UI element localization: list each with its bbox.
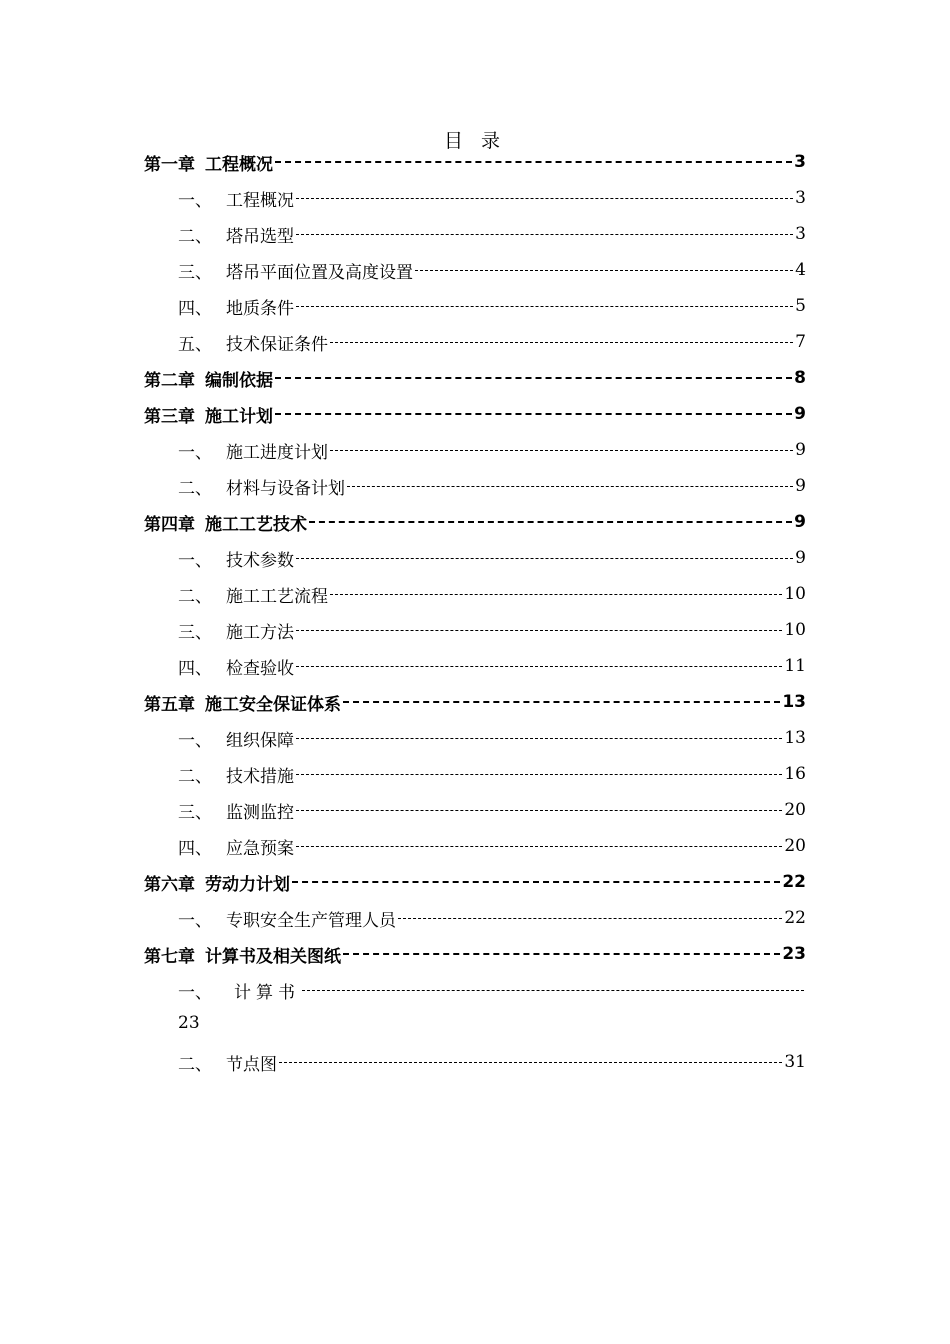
dot-leader xyxy=(296,738,782,739)
page-number: 4 xyxy=(795,260,806,280)
entry-label: 塔吊平面位置及高度设置 xyxy=(226,262,413,283)
entry-label: 监测监控 xyxy=(226,802,294,823)
chapter-number: 第一章 xyxy=(144,154,195,175)
page-number: 16 xyxy=(784,764,806,784)
entry-label: 应急预案 xyxy=(226,838,294,859)
entry-label: 施工进度计划 xyxy=(226,442,328,463)
toc-section-entry[interactable] xyxy=(178,544,806,572)
entry-label: 计算书及相关图纸 xyxy=(205,946,341,967)
dot-leader xyxy=(296,810,782,811)
dot-leader xyxy=(415,270,793,271)
entry-label: 工程概况 xyxy=(205,154,273,175)
dot-leader xyxy=(309,521,792,523)
page-number: 10 xyxy=(784,584,806,604)
toc-section-entry[interactable] xyxy=(178,832,806,860)
section-number: 三、 xyxy=(178,802,212,823)
entry-label: 专职安全生产管理人员 xyxy=(226,910,396,931)
dot-leader xyxy=(292,881,780,883)
toc-section-entry[interactable] xyxy=(178,328,806,356)
toc-section-entry[interactable] xyxy=(178,184,806,212)
section-number: 二、 xyxy=(178,478,212,499)
dot-leader xyxy=(296,630,782,631)
entry-label: 编制依据 xyxy=(205,370,273,391)
dot-leader xyxy=(330,450,793,451)
section-number: 四、 xyxy=(178,838,212,859)
page-number: 9 xyxy=(795,476,806,496)
dot-leader xyxy=(302,990,804,991)
toc-section-entry[interactable] xyxy=(178,796,806,824)
chapter-number: 第五章 xyxy=(144,694,195,715)
section-number: 一、 xyxy=(178,910,212,931)
toc-section-entry[interactable] xyxy=(178,292,806,320)
toc-section-entry[interactable] xyxy=(178,220,806,248)
toc-section-entry[interactable] xyxy=(178,472,806,500)
entry-label: 施工方法 xyxy=(226,622,294,643)
toc-chapter-entry[interactable] xyxy=(144,508,806,536)
chapter-number: 第七章 xyxy=(144,946,195,967)
dot-leader xyxy=(330,594,782,595)
page-number: 3 xyxy=(795,188,806,208)
toc-section-entry[interactable] xyxy=(178,652,806,680)
entry-label: 工程概况 xyxy=(226,190,294,211)
dot-leader xyxy=(296,558,793,559)
entry-label: 施工安全保证体系 xyxy=(205,694,341,715)
page-number: 9 xyxy=(794,404,806,424)
chapter-number: 第三章 xyxy=(144,406,195,427)
dot-leader xyxy=(275,413,792,415)
dot-leader xyxy=(296,774,782,775)
entry-label: 技术参数 xyxy=(226,550,294,571)
section-number: 二、 xyxy=(178,586,212,607)
toc-section-entry[interactable] xyxy=(178,256,806,284)
toc-section-entry[interactable] xyxy=(178,436,806,464)
entry-label: 技术措施 xyxy=(226,766,294,787)
entry-label: 技术保证条件 xyxy=(226,334,328,355)
entry-label: 地质条件 xyxy=(226,298,294,319)
wrapped-page-number[interactable]: 23 xyxy=(178,1013,200,1033)
page-number: 13 xyxy=(782,692,806,712)
chapter-number: 第二章 xyxy=(144,370,195,391)
dot-leader xyxy=(296,846,782,847)
toc-title: 目 录 xyxy=(443,130,507,152)
page-number: 10 xyxy=(784,620,806,640)
dot-leader xyxy=(296,306,793,307)
entry-label: 节点图 xyxy=(226,1054,277,1075)
page-number: 22 xyxy=(782,872,806,892)
toc-chapter-entry[interactable] xyxy=(144,868,806,896)
section-number: 四、 xyxy=(178,298,212,319)
section-number: 五、 xyxy=(178,334,212,355)
entry-label: 计算书 xyxy=(234,982,300,1003)
page-number: 23 xyxy=(782,944,806,964)
section-number: 一、 xyxy=(178,442,212,463)
dot-leader xyxy=(296,198,793,199)
dot-leader xyxy=(275,161,792,163)
dot-leader xyxy=(296,234,793,235)
page-number: 9 xyxy=(795,548,806,568)
section-number: 四、 xyxy=(178,658,212,679)
dot-leader xyxy=(343,953,780,955)
toc-section-entry[interactable] xyxy=(178,616,806,644)
dot-leader xyxy=(330,342,793,343)
section-number: 一、 xyxy=(178,550,212,571)
entry-label: 施工计划 xyxy=(205,406,273,427)
dot-leader xyxy=(275,377,792,379)
page-number: 9 xyxy=(795,440,806,460)
toc-section-entry[interactable] xyxy=(178,976,806,1004)
toc-section-entry[interactable] xyxy=(178,724,806,752)
section-number: 三、 xyxy=(178,262,212,283)
toc-section-entry[interactable] xyxy=(178,580,806,608)
entry-label: 检查验收 xyxy=(226,658,294,679)
page-number: 31 xyxy=(784,1052,806,1072)
entry-label: 材料与设备计划 xyxy=(226,478,345,499)
page-number: 13 xyxy=(784,728,806,748)
page-number: 20 xyxy=(784,836,806,856)
section-number: 三、 xyxy=(178,622,212,643)
page-number: 3 xyxy=(794,152,806,172)
toc-chapter-entry[interactable] xyxy=(144,400,806,428)
entry-label: 施工工艺流程 xyxy=(226,586,328,607)
toc-chapter-entry[interactable] xyxy=(144,364,806,392)
toc-section-entry[interactable] xyxy=(178,1048,806,1076)
toc-section-entry[interactable] xyxy=(178,904,806,932)
section-number: 一、 xyxy=(178,730,212,751)
page-number: 5 xyxy=(795,296,806,316)
dot-leader xyxy=(296,666,782,667)
toc-chapter-entry[interactable] xyxy=(144,148,806,176)
page-number: 9 xyxy=(794,512,806,532)
page-number: 8 xyxy=(794,368,806,388)
dot-leader xyxy=(279,1062,782,1063)
page-number: 3 xyxy=(795,224,806,244)
chapter-number: 第六章 xyxy=(144,874,195,895)
page-number: 22 xyxy=(784,908,806,928)
entry-label: 塔吊选型 xyxy=(226,226,294,247)
toc-chapter-entry[interactable] xyxy=(144,688,806,716)
entry-label: 劳动力计划 xyxy=(205,874,290,895)
page-number: 7 xyxy=(795,332,806,352)
dot-leader xyxy=(398,918,782,919)
section-number: 二、 xyxy=(178,766,212,787)
page-number: 11 xyxy=(784,656,806,676)
page-number: 20 xyxy=(784,800,806,820)
dot-leader xyxy=(343,701,780,703)
chapter-number: 第四章 xyxy=(144,514,195,535)
section-number: 一、 xyxy=(178,190,212,211)
section-number: 一、 xyxy=(178,982,212,1003)
section-number: 二、 xyxy=(178,1054,212,1075)
toc-section-entry[interactable] xyxy=(178,760,806,788)
entry-label: 组织保障 xyxy=(226,730,294,751)
toc-chapter-entry[interactable] xyxy=(144,940,806,968)
entry-label: 施工工艺技术 xyxy=(205,514,307,535)
section-number: 二、 xyxy=(178,226,212,247)
dot-leader xyxy=(347,486,793,487)
